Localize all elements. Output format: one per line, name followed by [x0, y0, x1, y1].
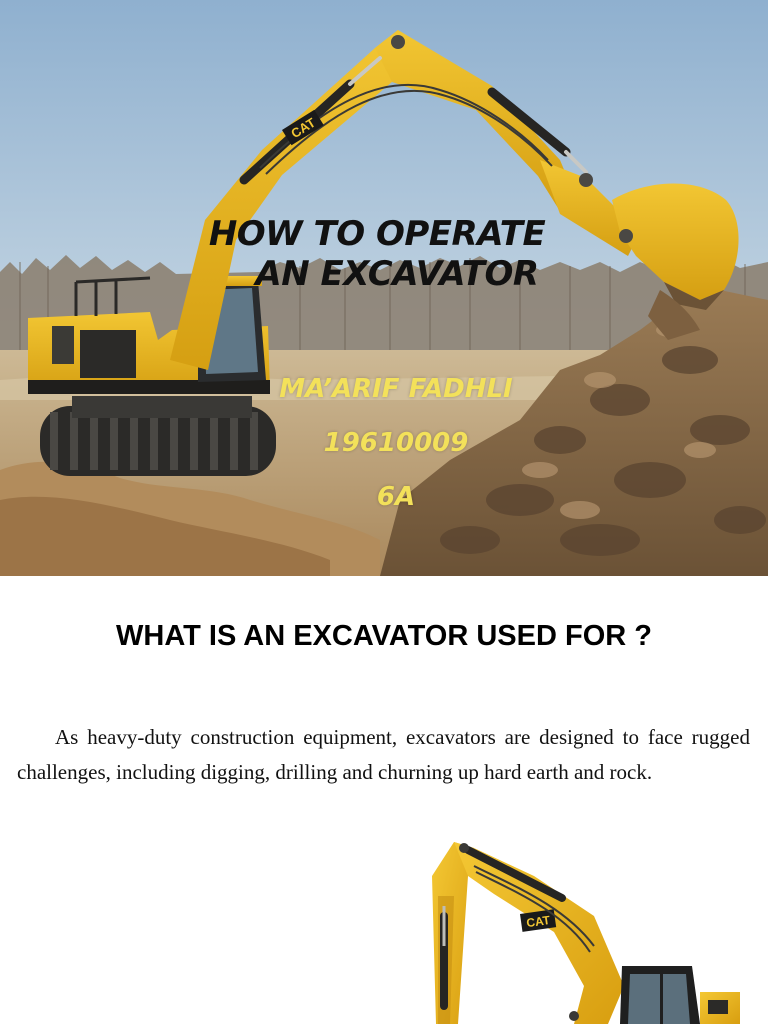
title-line-2: AN EXCAVATOR — [255, 254, 539, 294]
excavator-photo — [424, 836, 744, 1024]
svg-text:CAT: CAT — [288, 114, 319, 142]
student-id: 19610009 — [323, 428, 469, 458]
class-label: 6A — [376, 482, 416, 512]
svg-text:CAT: CAT — [525, 912, 551, 931]
slide-title — [0, 214, 768, 294]
title-line-1: HOW TO OPERATE — [208, 214, 546, 254]
slide-heading: WHAT IS AN EXCAVATOR USED FOR ? — [116, 620, 652, 652]
author-info — [0, 362, 768, 524]
slide-paragraph: As heavy-duty construction equipment, excavators are designed to face rugged challenges, including digging, drilling and churning up hard earth and rock. — [17, 725, 750, 784]
author-name: MA’ARIF FADHLI — [279, 374, 513, 404]
